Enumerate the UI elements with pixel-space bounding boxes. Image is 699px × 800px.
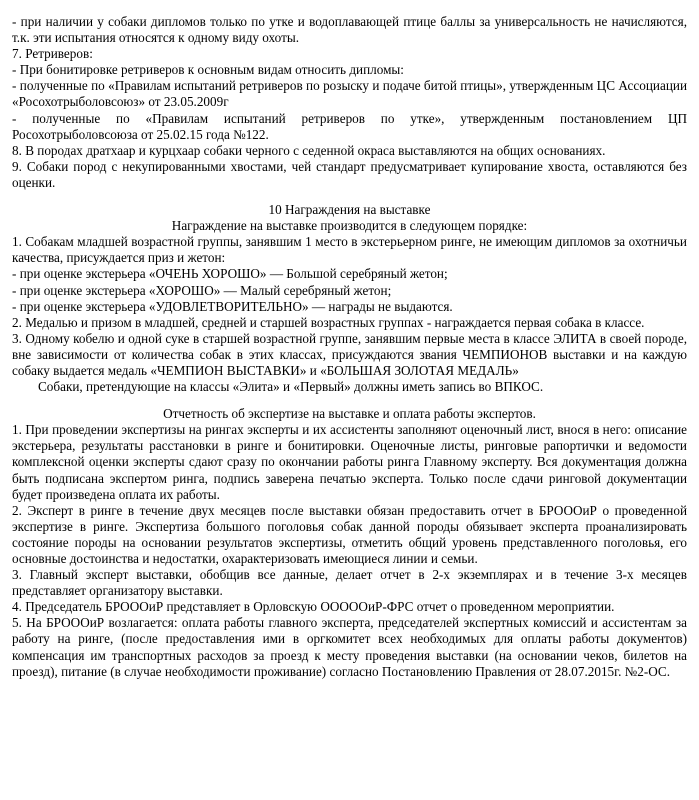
paragraph-reporting-2: 2. Эксперт в ринге в течение двух месяцев после выставки обязан предоставить отчет в БРОООиР о проведенной экспертизе в ринге. Экспертиза большого поголовья собак данной породы обязывает эксперта проанализировать состояние породы на основании результатов экспертизы, отметить общий уровень представленного поголовья, его основные достоинства и недостатки, охарактеризовать имеющиеся линии и семьи. xyxy=(12,502,687,566)
paragraph-item-8: 8. В породах дратхаар и курцхаар собаки черного с седенной окраса выставляются на общих основаниях. xyxy=(12,142,606,158)
paragraph-awards-intro: Награждение на выставке производится в следующем порядке: xyxy=(171,218,528,234)
paragraph-awards-3: 3. Одному кобелю и одной суке в старшей возрастной группе, занявшим первые места в классе ЭЛИТА в своей породе, вне зависимости от количества собак в этих классах, присуждаются звания ЧЕМПИОНОВ выставки и на каждую собаку выдается медаль «ЧЕМПИОН ВЫСТАВКИ» и «БОЛЬШАЯ ЗОЛОТАЯ МЕДАЛЬ» xyxy=(12,330,687,378)
heading-reporting: Отчетность об экспертизе на выставке и оплата работы экспертов. xyxy=(163,406,536,422)
paragraph-dash-very-good: - при оценке экстерьера «ОЧЕНЬ ХОРОШО» — Большой серебряный жетон; xyxy=(12,266,448,282)
paragraph-item-9: 9. Собаки пород с некупированными хвостами, чей стандарт предусматривает купирование хвоста, оставляются без оценки. xyxy=(12,158,687,190)
paragraph-vpkos-note: Собаки, претендующие на классы «Элита» и «Первый» должны иметь запись во ВПКОС. xyxy=(38,379,544,395)
paragraph-reporting-1: 1. При проведении экспертизы на рингах эксперты и их ассистенты заполняют оценочный лист, внося в него: описание экстерьера, результаты расстановки в ринге и бонитировки. Оценочные листы, ринговые рапортички и ведомости комплексной оценки эксперты сдают сразу по окончании работы ринга Главному эксперту. Вся документация должна быть подписана экспертом ринга, подпись заверена печатью эксперта. Только после сдачи ринговой документации будет произведена оплата их работы. xyxy=(12,422,687,502)
paragraph-awards-1: 1. Собакам младшей возрастной группы, занявшим 1 место в экстерьерном ринге, не имеющим дипломов за охотничьи качества, присуждается приз и жетон: xyxy=(12,234,687,266)
paragraph-dash-rules-2009: - полученные по «Правилам испытаний ретриверов по розыску и подаче битой птицы», утвержденным ЦС Ассоциации «Росохотрыболовсоюз» от 23.05.2009г xyxy=(12,78,687,110)
paragraph-reporting-3: 3. Главный эксперт выставки, обобщив все данные, делает отчет в 2-х экземплярах и в течение 3-х месяцев представляет организатору выставки. xyxy=(12,567,687,599)
paragraph-reporting-4: 4. Председатель БРОООиР представляет в Орловскую ОООООиР-ФРС отчет о проведенном мероприятии. xyxy=(12,599,615,615)
heading-awards: 10 Награждения на выставке xyxy=(268,202,431,218)
section-spacer xyxy=(12,191,687,202)
paragraph-awards-2: 2. Медалью и призом в младшей, средней и старшей возрастных группах - награждается первая собака в классе. xyxy=(12,314,645,330)
paragraph-reporting-5: 5. На БРОООиР возлагается: оплата работы главного эксперта, председателей экспертных комиссий и ассистентам за работу на ринге, (после предоставления ими в оргкомитет всех необходимых для оплаты работы документов) компенсация им транспортных расходов за проезд к месту проведения выставки (на основании чеков, билетов на проезд), питание (в случае необходимости проживание) согласно Постановлению Правления от 28.07.2015г. №2-ОС. xyxy=(12,615,687,679)
paragraph-dash-universality: - при наличии у собаки дипломов только по утке и водоплавающей птице баллы за универсальность не начисляются, т.к. эти испытания относятся к одному виду охоты. xyxy=(12,14,687,46)
paragraph-dash-retrievers-main-types: - При бонитировке ретриверов к основным видам относить дипломы: xyxy=(12,62,404,78)
paragraph-dash-satisfactory: - при оценке экстерьера «УДОВЛЕТВОРИТЕЛЬНО» — награды не выдаются. xyxy=(12,298,453,314)
paragraph-item-7: 7. Ретриверов: xyxy=(12,46,93,62)
paragraph-dash-rules-duck: - полученные по «Правилам испытаний ретриверов по утке», утвержденным постановлением ЦП Росохотрыболовсоюза от 25.02.15 года №122. xyxy=(12,110,687,142)
section-spacer-2 xyxy=(12,395,687,406)
paragraph-dash-good: - при оценке экстерьера «ХОРОШО» — Малый серебряный жетон; xyxy=(12,282,392,298)
